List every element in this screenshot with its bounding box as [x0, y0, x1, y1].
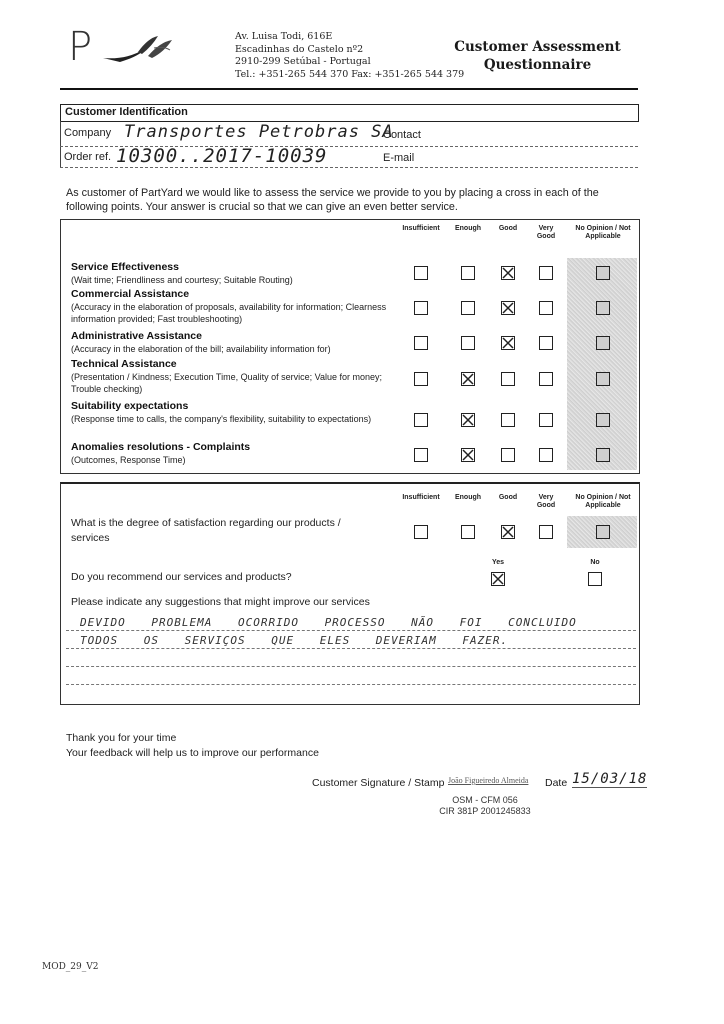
rating-checkbox[interactable]	[596, 448, 610, 462]
rating-column-header: No Opinion / Not Applicable	[575, 494, 631, 509]
rating-checkbox[interactable]	[539, 448, 553, 462]
title-line-2: Questionnaire	[483, 57, 592, 73]
suggestion-line	[66, 684, 636, 685]
satisfaction-checkbox[interactable]	[501, 525, 515, 539]
no-opinion-shaded-column	[567, 258, 637, 470]
address-line: 2910-299 Setúbal - Portugal	[235, 56, 371, 67]
order-ref-field[interactable]: 10300..2017-10039	[116, 145, 328, 167]
rating-checkbox[interactable]	[501, 413, 515, 427]
contact-label: Contact	[383, 129, 421, 141]
recommend-question: Do you recommend our services and products?	[71, 571, 292, 583]
suggestions-label: Please indicate any suggestions that might improve our services	[71, 596, 370, 608]
rating-checkbox[interactable]	[461, 372, 475, 386]
rating-checkbox[interactable]	[596, 413, 610, 427]
order-ref-label: Order ref.	[64, 151, 112, 163]
rating-checkbox[interactable]	[596, 336, 610, 350]
rating-checkbox[interactable]	[501, 448, 515, 462]
suggestion-line	[66, 648, 636, 649]
rating-checkbox[interactable]	[539, 266, 553, 280]
rating-checkbox[interactable]	[461, 301, 475, 315]
closing-message	[66, 731, 319, 761]
left-border	[60, 121, 61, 167]
question-title: Anomalies resolutions - Complaints	[71, 441, 251, 453]
rating-checkbox[interactable]	[539, 413, 553, 427]
question-title: Commercial Assistance	[71, 288, 190, 300]
rating-column-header: Very Good	[536, 225, 556, 240]
suggestion-line	[66, 630, 636, 631]
title-line-1: Customer Assessment	[454, 39, 621, 55]
rating-checkbox[interactable]	[539, 301, 553, 315]
satisfaction-question: What is the degree of satisfaction regarding our products / services	[71, 517, 341, 544]
company-label: Company	[64, 127, 112, 139]
rating-checkbox[interactable]	[461, 448, 475, 462]
rating-checkbox[interactable]	[501, 266, 515, 280]
rating-checkbox[interactable]	[414, 266, 428, 280]
rating-checkbox[interactable]	[596, 266, 610, 280]
question-description: (Presentation / Kindness; Execution Time, Quality of service; Value for money; Trouble checking)	[71, 372, 382, 394]
email-label: E-mail	[383, 152, 415, 164]
rating-checkbox[interactable]	[539, 336, 553, 350]
satisfaction-checkbox[interactable]	[414, 525, 428, 539]
feather-logo-icon	[98, 30, 178, 70]
stamp-block	[420, 795, 550, 817]
rating-column-header: Enough	[454, 494, 482, 501]
feedback-line: Your feedback will help us to improve our performance	[66, 747, 319, 759]
satisfaction-checkbox[interactable]	[539, 525, 553, 539]
question-description: (Accuracy in the elaboration of the bill; availability information for)	[71, 344, 331, 354]
form-code: MOD_29_V2	[42, 962, 99, 972]
document-title	[450, 38, 625, 74]
customer-identification-header	[60, 104, 639, 122]
no-label: No	[590, 559, 600, 566]
rating-checkbox[interactable]	[501, 336, 515, 350]
divider	[60, 167, 638, 168]
cross-mark-icon	[502, 302, 514, 314]
address-line: Tel.: +351-265 544 370 Fax: +351-265 544 379	[235, 68, 465, 80]
yes-label: Yes	[491, 559, 505, 566]
stamp-line-2: CIR 381P 2001245833	[439, 806, 531, 816]
header-divider	[60, 88, 638, 90]
signature-label-text: Customer Signature / Stamp	[312, 777, 445, 789]
rating-checkbox[interactable]	[539, 372, 553, 386]
question-description: (Accuracy in the elaboration of proposals, availability for information; Clearness information provided; Fast troubleshooting)	[71, 302, 387, 324]
suggestion-line	[66, 666, 636, 667]
rating-column-header: Very Good	[536, 494, 556, 509]
rating-checkbox[interactable]	[501, 301, 515, 315]
section-title: Customer Identification	[65, 106, 188, 118]
signature-stamp-name[interactable]: João Figueiredo Almeida	[448, 776, 529, 785]
stamp-line-1: OSM - CFM 056	[452, 795, 518, 805]
rating-checkbox[interactable]	[414, 301, 428, 315]
question-title: Service Effectiveness	[71, 261, 179, 273]
signature-label	[312, 777, 444, 789]
rating-checkbox[interactable]	[461, 336, 475, 350]
address-line: Escadinhas do Castelo nº2	[235, 43, 364, 55]
rating-checkbox[interactable]	[501, 372, 515, 386]
partyard-logo	[68, 24, 178, 79]
cross-mark-icon	[462, 414, 474, 426]
recommend-yes-checkbox[interactable]	[491, 572, 505, 586]
question-title: Technical Assistance	[71, 358, 177, 370]
rating-column-header: Good	[498, 225, 518, 232]
rating-checkbox[interactable]	[414, 372, 428, 386]
cross-mark-icon	[492, 573, 504, 585]
satisfaction-checkbox[interactable]	[596, 525, 610, 539]
cross-mark-icon	[462, 449, 474, 461]
rating-column-header: Insufficient	[402, 494, 440, 501]
logo-letter: P	[68, 24, 93, 70]
question-description: (Wait time; Friendliness and courtesy; Suitable Routing)	[71, 275, 293, 285]
rating-column-header: Good	[498, 494, 518, 501]
question-title: Administrative Assistance	[71, 330, 202, 342]
satisfaction-checkbox[interactable]	[461, 525, 475, 539]
address-line: Av. Luisa Todi, 616E	[235, 31, 333, 42]
company-address	[235, 31, 464, 81]
rating-column-header: No Opinion / Not Applicable	[575, 225, 631, 240]
company-field[interactable]: Transportes Petrobras SA	[124, 122, 394, 142]
rating-checkbox[interactable]	[414, 448, 428, 462]
rating-checkbox[interactable]	[414, 336, 428, 350]
intro-text: As customer of PartYard we would like to assess the service we provide to you by placing a cross in each of the following points. Your answer is crucial so that we can give an even better service.	[66, 187, 599, 213]
cross-mark-icon	[502, 337, 514, 349]
date-field[interactable]: 15/03/18	[572, 771, 648, 787]
rating-checkbox[interactable]	[414, 413, 428, 427]
cross-mark-icon	[462, 373, 474, 385]
thanks-line: Thank you for your time	[66, 732, 177, 744]
question-title: Suitability expectations	[71, 400, 189, 412]
rating-column-header: Enough	[454, 225, 482, 232]
rating-checkbox[interactable]	[461, 413, 475, 427]
cross-mark-icon	[502, 526, 514, 538]
rating-checkbox[interactable]	[596, 301, 610, 315]
cross-mark-icon	[502, 267, 514, 279]
suggestion-text-line-1[interactable]: DEVIDO PROBLEMA OCORRIDO PROCESSO NÃO FOI CONCLUIDO	[80, 616, 577, 629]
recommend-no-checkbox[interactable]	[588, 572, 602, 586]
rating-column-header: Insufficient	[402, 225, 440, 232]
question-description: (Outcomes, Response Time)	[71, 455, 186, 465]
suggestion-text-line-2[interactable]: TODOS OS SERVIÇOS QUE ELES DEVERIAM FAZER.	[80, 634, 509, 647]
rating-checkbox[interactable]	[461, 266, 475, 280]
question-description: (Response time to calls, the company's flexibility, suitability to expectations)	[71, 414, 372, 424]
date-label: Date	[545, 777, 568, 789]
rating-checkbox[interactable]	[596, 372, 610, 386]
